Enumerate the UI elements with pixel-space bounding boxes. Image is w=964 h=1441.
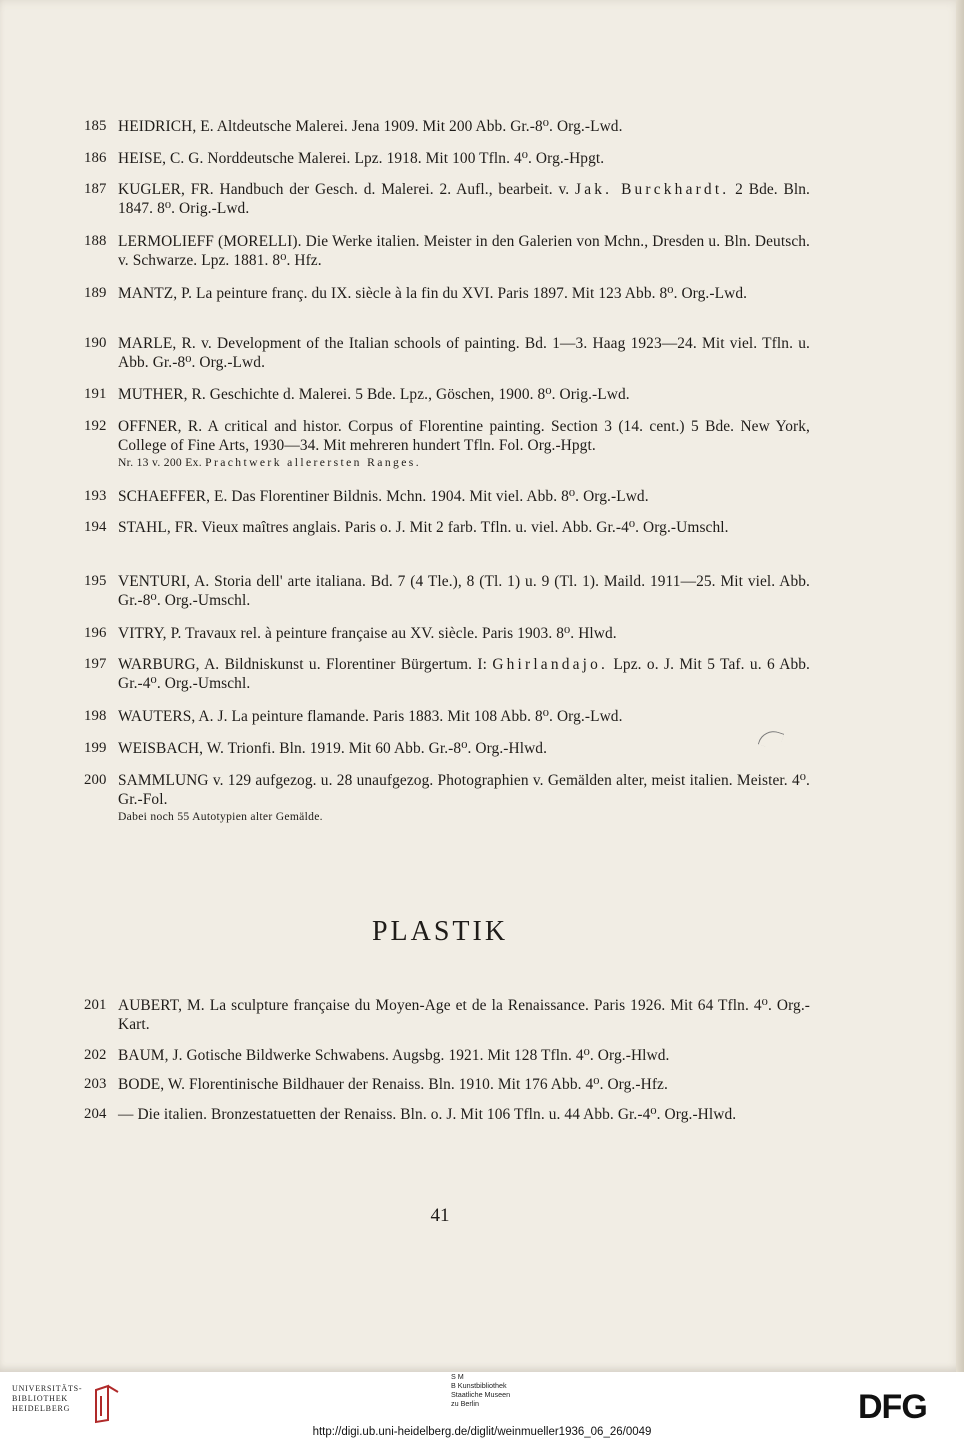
entry-text: MARLE, R. v. Development of the Italian schools of painting. Bd. 1—3. Haag 1923—24. Mit viel. Tfln. u. Abb. Gr.-8⁰. Org.-Lwd. [118,335,810,371]
entry-text: MANTZ, P. La peinture franç. du IX. siècle à la fin du XVI. Paris 1897. Mit 123 Abb. 8⁰. Org.-Lwd. [118,285,748,302]
entry-number: 185 [84,118,107,134]
entry-number: 204 [84,1106,107,1122]
entry-note [118,456,810,470]
catalog-entry-203 [84,1075,810,1094]
catalog-entry-189 [84,284,810,303]
entry-number: 199 [84,740,107,756]
dfg-logo[interactable]: DFG [858,1388,927,1426]
catalog-entry-198 [84,707,810,726]
entry-text-part: WARBURG, A. Bildniskunst u. Florentiner Bürgertum. I: [118,656,487,673]
catalog-entry-197 [84,655,810,693]
catalog-entry-194 [84,518,810,537]
entry-number: 191 [84,386,107,402]
catalog-entry-188 [84,232,810,270]
page-edge-shadow [956,0,964,1372]
entry-number: 202 [84,1047,107,1063]
entry-text: — Die italien. Bronzestatuetten der Renaiss. Bln. o. J. Mit 106 Tfln. u. 44 Abb. Gr.-4⁰. Org.-Hlwd. [118,1106,737,1123]
digitization-footer [0,1372,964,1441]
catalog-entry-201 [84,996,810,1034]
permalink-url[interactable]: http://digi.ub.uni-heidelberg.de/diglit/weinmueller1936_06_26/0049 [312,1426,652,1438]
catalog-entry-199 [84,739,810,758]
entry-text: OFFNER, R. A critical and histor. Corpus of Florentine painting. Section 3 (14. cent.) 5 Bde. New York, College of Fine Arts, 1930—34. Mit mehreren hundert Tfln. Fol. Org.-Hpgt. [118,418,810,454]
entry-number: 190 [84,335,107,351]
entry-text-part: KUGLER, FR. Handbuch der Gesch. d. Malerei. 2. Aufl., bearbeit. v. [118,181,570,198]
entry-number: 192 [84,418,107,434]
entry-text-spaced: Ghirlandajo. [492,656,609,673]
entry-text: MUTHER, R. Geschichte d. Malerei. 5 Bde. Lpz., Göschen, 1900. 8⁰. Orig.-Lwd. [118,386,630,403]
entry-number: 195 [84,573,107,589]
entry-number: 200 [84,772,107,788]
entry-note-part: Nr. 13 v. 200 Ex. [118,456,202,469]
entry-note-spaced: Prachtwerk allerersten Ranges. [205,456,421,469]
entry-text [118,180,810,218]
entry-number: 196 [84,625,107,641]
entry-number: 187 [84,181,107,197]
catalog-entry-190 [84,334,810,372]
section-heading: PLASTIK [371,916,509,947]
entry-text: VITRY, P. Travaux rel. à peinture française au XV. siècle. Paris 1903. 8⁰. Hlwd. [118,625,617,642]
entry-number: 193 [84,488,107,504]
entry-number: 203 [84,1076,107,1092]
entry-text: BAUM, J. Gotische Bildwerke Schwabens. Augsbg. 1921. Mit 128 Tfln. 4⁰. Org.-Hlwd. [118,1047,670,1064]
entry-text: WAUTERS, A. J. La peinture flamande. Paris 1883. Mit 108 Abb. 8⁰. Org.-Lwd. [118,708,623,725]
entry-text [118,655,810,693]
entry-text: AUBERT, M. La sculpture française du Moyen-Age et de la Renaissance. Paris 1926. Mit 64 Tfln. 4⁰. Org.-Kart. [118,997,810,1033]
entry-number: 186 [84,150,107,166]
university-library-logo[interactable] [12,1384,122,1426]
entry-number: 189 [84,285,107,301]
entry-text-spaced: Jak. Burckhardt. [575,181,730,198]
catalog-entry-191 [84,385,810,404]
smb-kunstbibliothek-label: S M B Kunstbibliothek Staatliche Museen zu Berlin [451,1372,511,1408]
catalog-entry-192 [84,417,810,470]
entry-text: VENTURI, A. Storia dell' arte italiana. Bd. 7 (4 Tle.), 8 (Tl. 1) u. 9 (Tl. 1). Maild. 1911—25. Mit viel. Abb. Gr.-8⁰. Org.-Umschl. [118,573,810,609]
university-library-name: UNIVERSITÄTS- BIBLIOTHEK HEIDELBERG [12,1384,83,1413]
entry-text: SCHAEFFER, E. Das Florentiner Bildnis. Mchn. 1904. Mit viel. Abb. 8⁰. Org.-Lwd. [118,488,649,505]
catalog-entry-202 [84,1046,810,1065]
entry-text: HEIDRICH, E. Altdeutsche Malerei. Jena 1909. Mit 200 Abb. Gr.-8⁰. Org.-Lwd. [118,118,623,135]
university-emblem-icon [92,1384,120,1424]
entry-text-part: Lpz. o. J. Mit 5 Taf. u. 6 Abb. Gr.-4⁰. Org.-Umschl. [118,656,810,692]
entry-number: 198 [84,708,107,724]
entry-text: HEISE, C. G. Norddeutsche Malerei. Lpz. 1918. Mit 100 Tfln. 4⁰. Org.-Hpgt. [118,150,605,167]
catalog-entry-186 [84,149,810,168]
entry-text: SAMMLUNG v. 129 aufgezog. u. 28 unaufgezog. Photographien v. Gemälden alter, meist italien. Meister. 4⁰. Gr.-Fol. [118,772,810,808]
entry-text-part: 2 Bde. Bln. 1847. 8⁰. Orig.-Lwd. [118,181,811,217]
entry-text: LERMOLIEFF (MORELLI). Die Werke italien. Meister in den Galerien von Mchn., Dresden u. Bln. Deutsch. v. Schwarze. Lpz. 1881. 8⁰. Hfz. [118,233,810,269]
catalog-entry-195 [84,572,810,610]
entry-number: 201 [84,997,107,1013]
catalog-entry-200 [84,771,810,824]
catalog-entry-193 [84,487,810,506]
catalog-entry-196 [84,624,810,643]
entry-number: 188 [84,233,107,249]
entry-text: WEISBACH, W. Trionfi. Bln. 1919. Mit 60 Abb. Gr.-8⁰. Org.-Hlwd. [118,740,548,757]
catalog-entry-185 [84,117,810,136]
page-number: 41 [430,1205,450,1226]
entry-text: STAHL, FR. Vieux maîtres anglais. Paris o. J. Mit 2 farb. Tfln. u. viel. Abb. Gr.-4⁰. Org.-Umschl. [118,519,729,536]
entry-number: 194 [84,519,107,535]
entry-note: Dabei noch 55 Autotypien alter Gemälde. [118,810,323,823]
catalog-entry-187 [84,180,810,218]
entry-text: BODE, W. Florentinische Bildhauer der Renaiss. Bln. 1910. Mit 176 Abb. 4⁰. Org.-Hfz. [118,1076,668,1093]
entry-number: 197 [84,656,107,672]
catalog-entry-204 [84,1105,810,1124]
